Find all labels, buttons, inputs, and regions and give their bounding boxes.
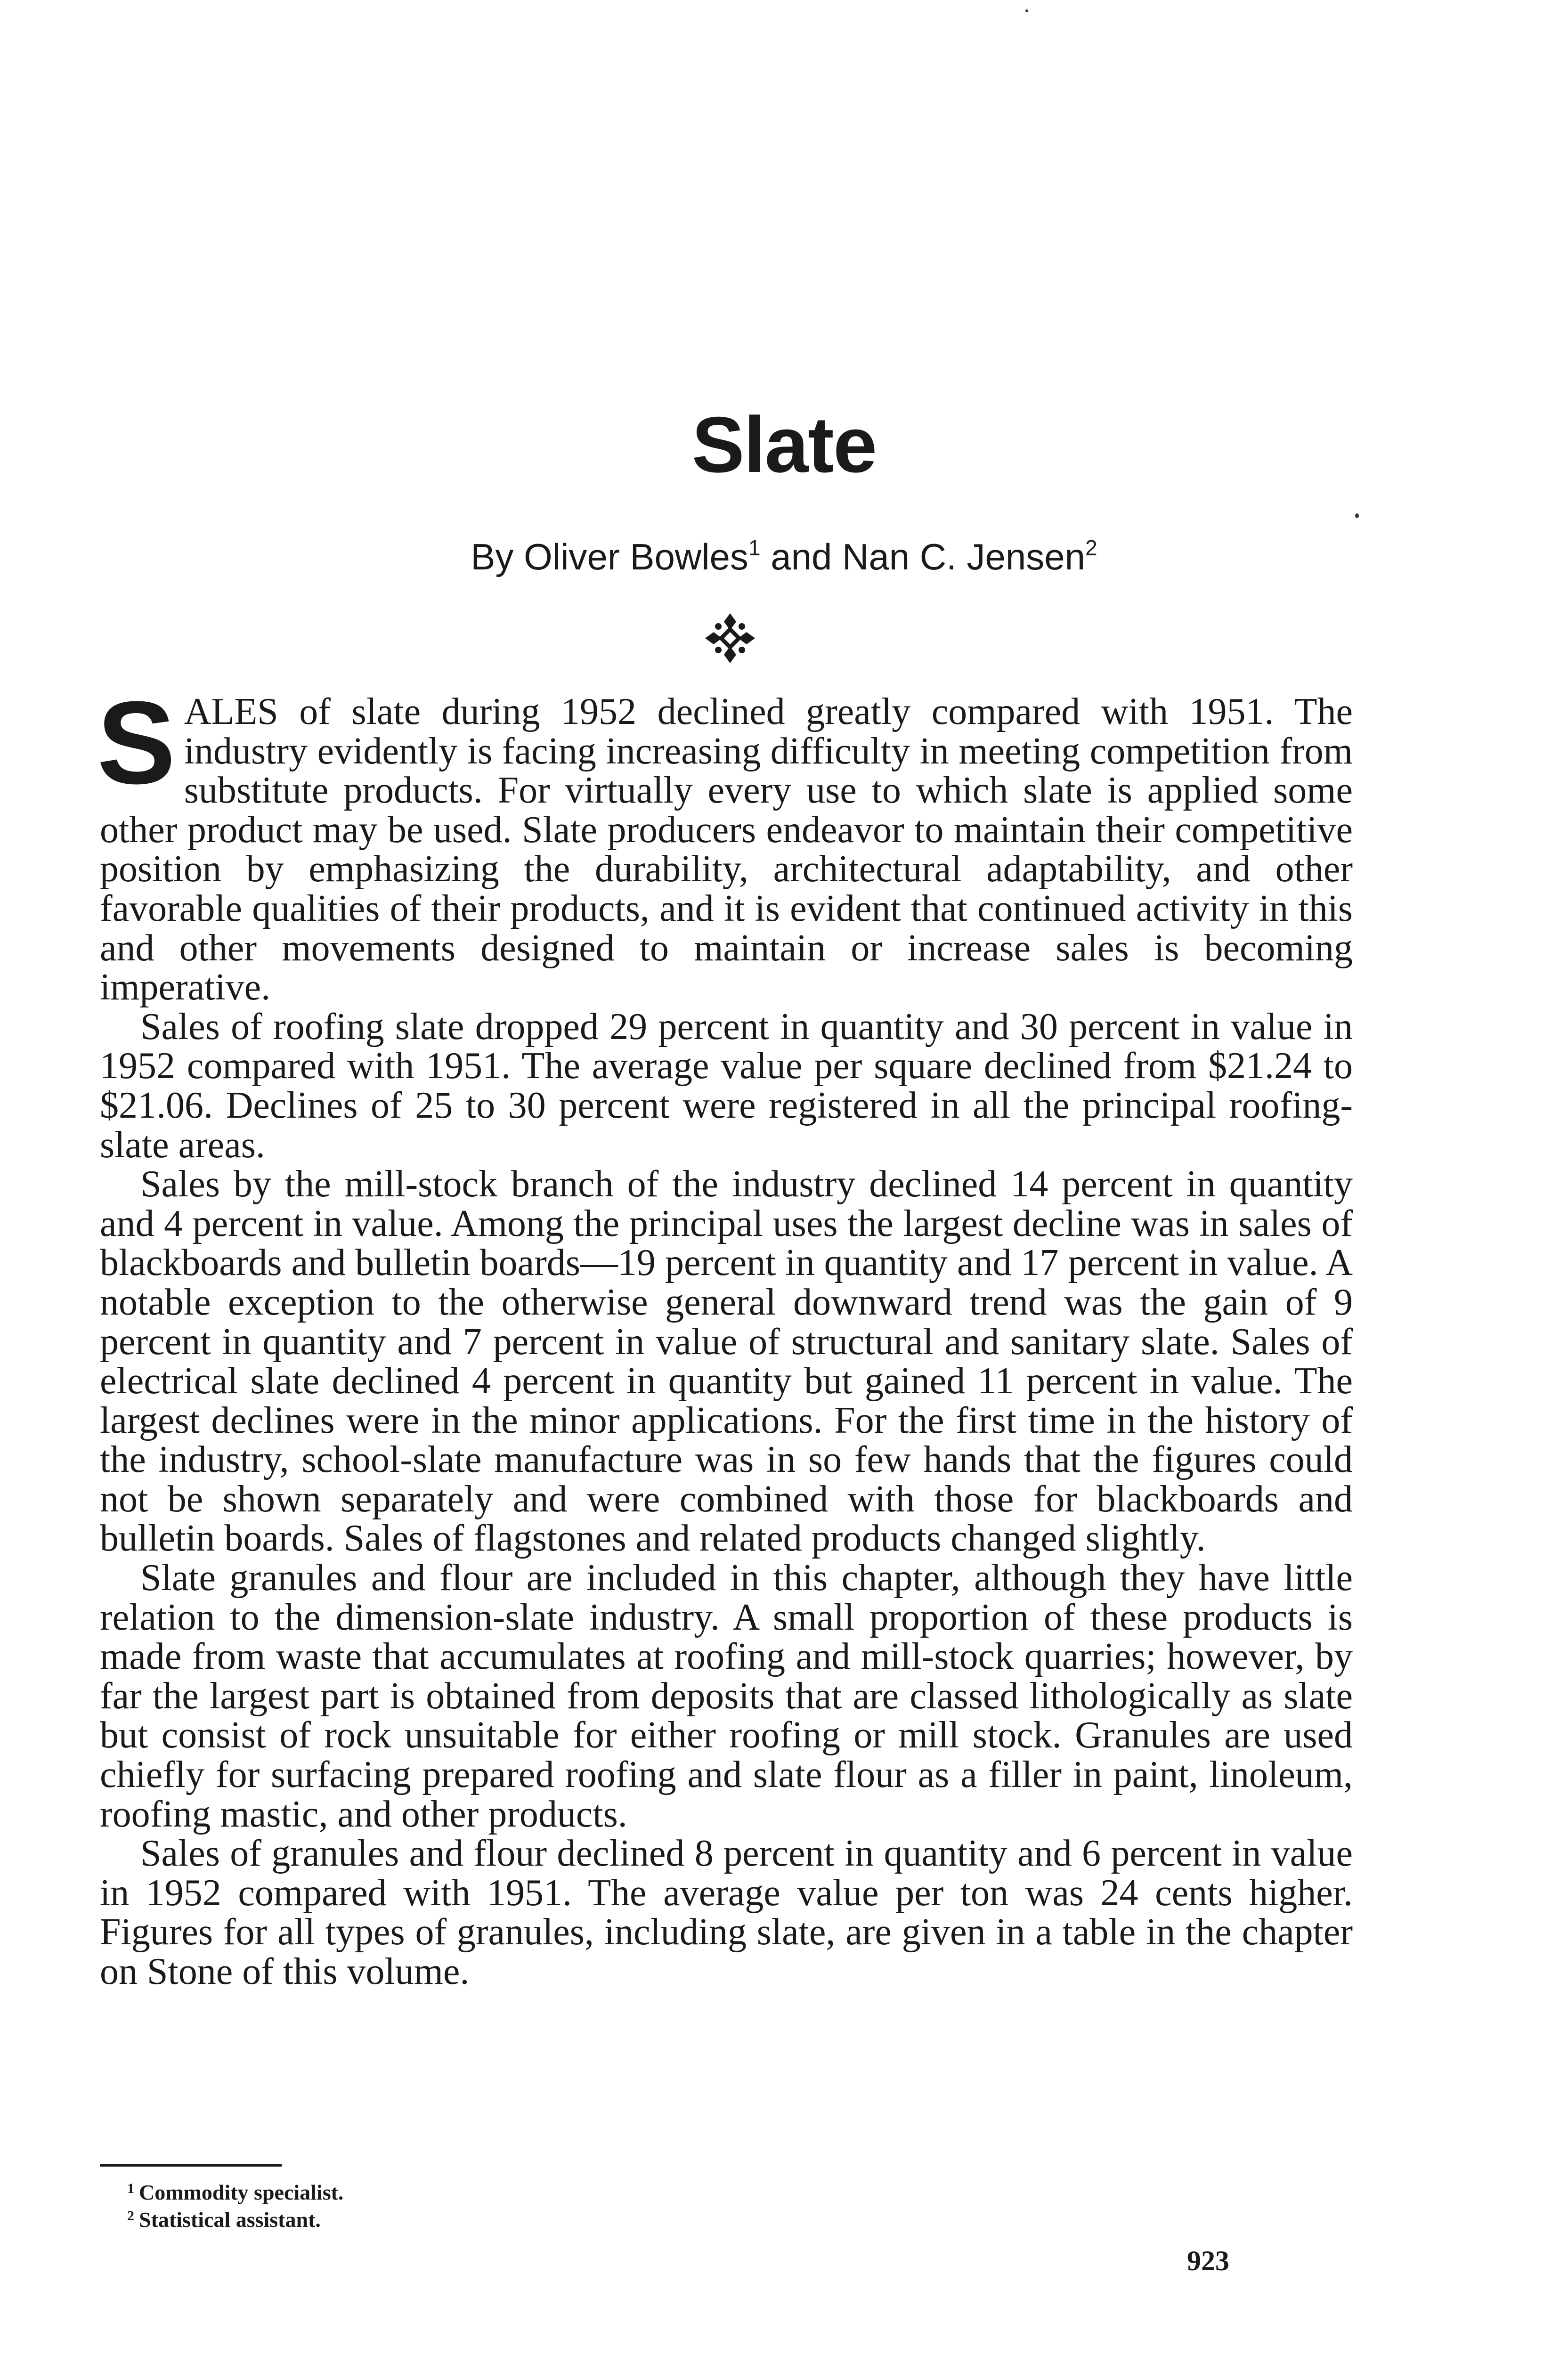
diamond-ornament-icon <box>704 612 756 664</box>
byline-conjunction: and <box>771 536 832 577</box>
footnote-2-text: Statistical assistant. <box>139 2208 321 2232</box>
footnote-2-mark: 2 <box>127 2208 134 2224</box>
author-2: Nan C. Jensen <box>842 536 1085 577</box>
author-1-footnote-mark: 1 <box>748 536 761 560</box>
page-title: Slate <box>691 400 877 489</box>
byline-prefix: By <box>471 536 514 577</box>
scan-speck <box>1355 513 1359 518</box>
article-body <box>97 677 1353 1992</box>
drop-cap: S <box>97 677 176 808</box>
footnote-divider <box>100 2164 282 2167</box>
footnotes <box>127 2177 343 2232</box>
author-1: Oliver Bowles <box>524 536 748 577</box>
footnote-1 <box>127 2177 343 2204</box>
paragraph-5: Sales of granules and flour declined 8 percent in quantity and 6 percent in value in 1952 compared with 1951. The average value per ton was 24 cents higher. Figures for all types of granules, including slate, are given in a table in the chapter on Stone of this volume. <box>100 1833 1353 1992</box>
author-2-footnote-mark: 2 <box>1085 536 1097 560</box>
paragraph-1 <box>97 677 1353 1008</box>
footnote-2 <box>127 2204 343 2232</box>
scan-speck <box>1025 9 1028 12</box>
paragraph-2: Sales of roofing slate dropped 29 percent in quantity and 30 percent in value in 1952 compared with 1951. The average value per square declined from $21.24 to $21.06. Declines of 25 to 30 percent were registered in all the principal roofing-slate areas. <box>100 1006 1353 1166</box>
paragraph-1-text: ALES of slate during 1952 declined greatly compared with 1951. The industry evidently is facing increasing difficulty in meeting competition from substitute products. For virtually every use to which slate is applied some other product may be used. Slate producers endeavor to maintain their competitive position by emphasizing the durability, architectural adaptability, and other favorable qualities of their products, and it is evident that continued activity in this and other movements designed to maintain or increase sales is becoming imperative. <box>100 691 1353 1008</box>
footnote-1-text: Commodity specialist. <box>139 2180 344 2204</box>
footnote-1-mark: 1 <box>127 2181 134 2196</box>
page-number: 923 <box>1187 2245 1229 2276</box>
byline <box>0 537 1568 575</box>
paragraph-4: Slate granules and flour are included in this chapter, although they have little relation to the dimension-slate industry. A small proportion of these products is made from waste that accumulates at roofing and mill-stock quarries; however, by far the largest part is obtained from deposits that are classed lithologically as slate but consist of rock unsuitable for either roofing or mill stock. Granules are used chiefly for surfacing prepared roofing and slate flour as a filler in paint, linoleum, roofing mastic, and other products. <box>100 1557 1353 1835</box>
paragraph-3: Sales by the mill-stock branch of the industry declined 14 percent in quantity and 4 percent in value. Among the principal uses the largest decline was in sales of blackboards and bulletin boards—19 percent in quantity and 17 percent in value. A notable exception to the otherwise general downward trend was the gain of 9 percent in quantity and 7 percent in value of structural and sanitary slate. Sales of electrical slate declined 4 percent in quantity but gained 11 percent in value. The largest declines were in the minor applications. For the first time in the history of the industry, school-slate manufacture was in so few hands that the figures could not be shown separately and were combined with those for blackboards and bulletin boards. Sales of flagstones and related products changed slightly. <box>100 1163 1353 1559</box>
